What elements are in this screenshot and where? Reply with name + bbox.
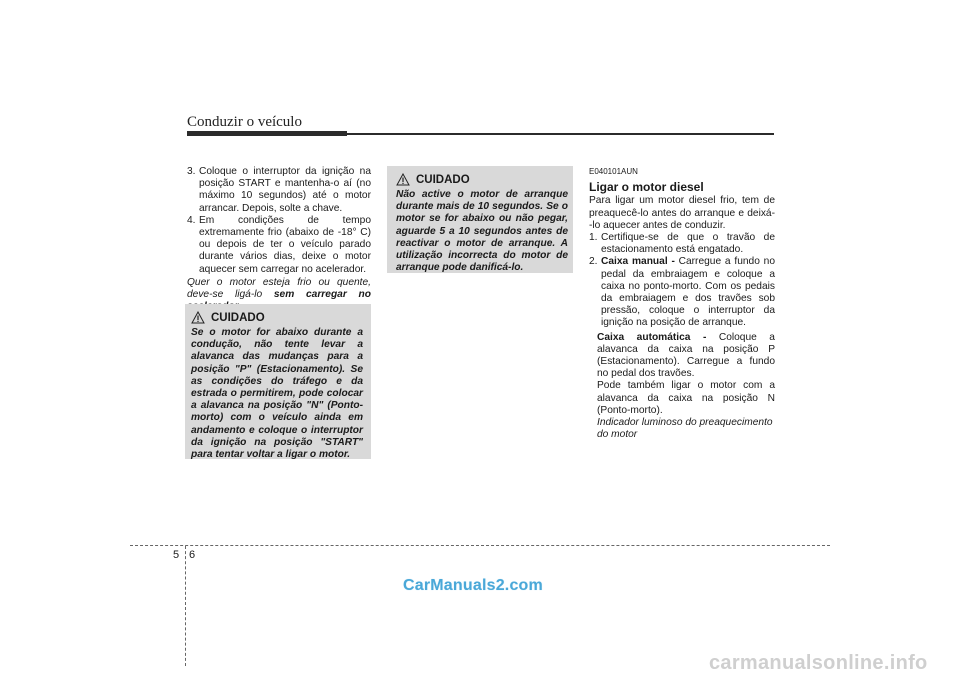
list-item [187,166,371,215]
manual-gearbox-label: Caixa manual - [601,256,675,268]
page-header-title: Conduzir o veículo [187,114,302,130]
right-column [589,166,775,441]
footer-vertical-rule [185,546,186,666]
header-rule-thick [187,131,347,136]
caution-title-text: CUIDADO [211,311,265,324]
caution-title [191,311,363,324]
list-item [589,232,775,256]
watermark-carmanualsonline: carmanualsonline.info [709,652,928,674]
list-number: 1. [589,232,598,244]
section-code: E040101AUN [589,167,638,176]
caution-box-mid [387,166,573,273]
left-column [187,166,371,313]
caution-title [396,173,568,186]
preheat-indicator-caption: Indicador luminoso do preaquecimento do motor [597,417,773,441]
caution-box-left [185,304,371,459]
intro-paragraph: Para ligar um motor diesel frio, tem de preaquecê-lo antes do arranque e deixá--lo aquecer antes de conduzir. [589,195,775,231]
list-text: Em condições de tempo extremamente frio (abaixo de -18° C) ou depois de ter o veículo parado durante vários dias, deixe o motor aquecer sem carregar no acelerador. [199,214,371,275]
warning-triangle-icon [396,173,410,186]
section-title: Ligar o motor diesel [589,180,704,195]
list-item [187,215,371,276]
list-number: 2. [589,256,598,268]
page-number: 6 [189,549,196,561]
automatic-gearbox-label: Caixa automática - [597,331,707,343]
watermark-carmanuals2: CarManuals2.com [403,577,543,594]
list-number: 4. [187,214,196,226]
list-text: Certifique-se de que o travão de estacionamento está engatado. [601,232,775,256]
warning-triangle-icon [191,311,205,324]
start-note-italic: Quer o motor esteja frio ou quente, deve-se ligá-lo [187,276,371,301]
list-number: 3. [187,166,196,177]
automatic-gearbox-paragraph [589,332,775,381]
list-item [589,256,775,329]
manual-gearbox-text: Carregue a fundo no pedal da embraiagem e coloque a caixa no ponto-morto. Com os pedais da embraiagem e dos travões sob pressão, coloque o interruptor da ignição na posição de arranque. [601,256,775,329]
list-text: Coloque o interruptor da ignição na posição START e mantenha-o aí (no máximo 10 segundos) até o motor arrancar. Depois, solte a chave. [199,166,371,214]
caution-body: Se o motor for abaixo durante a condução, não tente levar a alavanca das mudanças para a posição "P" (Estacionamento). Se as condições do tráfego e da estrada o permitirem, pode colocar a alavanca na posição "N" (Ponto-morto) com o veículo ainda em andamento e coloque o interruptor da ignição na posição "START" para tentar voltar a ligar o motor. [191,327,363,461]
footer-rule [130,545,830,546]
automatic-gearbox-text: Coloque a alavanca da caixa na posição P (Estacionamento). Carregue a fundo no pedal dos travões. [597,331,775,380]
neutral-start-paragraph: Pode também ligar o motor com a alavanca da caixa na posição N (Ponto-morto). [597,380,775,416]
caution-body: Não active o motor de arranque durante mais de 10 segundos. Se o motor se for abaixo ou não pegar, aguarde 5 a 10 segundos antes de reactivar o motor de arranque. A utilização incorrecta do motor de arranque pode danificá-lo. [396,189,568,274]
chapter-number: 5 [173,549,180,561]
start-note-emphasis: sem carregar no [273,289,371,301]
header-rule-thin [347,133,774,135]
caution-title-text: CUIDADO [416,173,470,186]
